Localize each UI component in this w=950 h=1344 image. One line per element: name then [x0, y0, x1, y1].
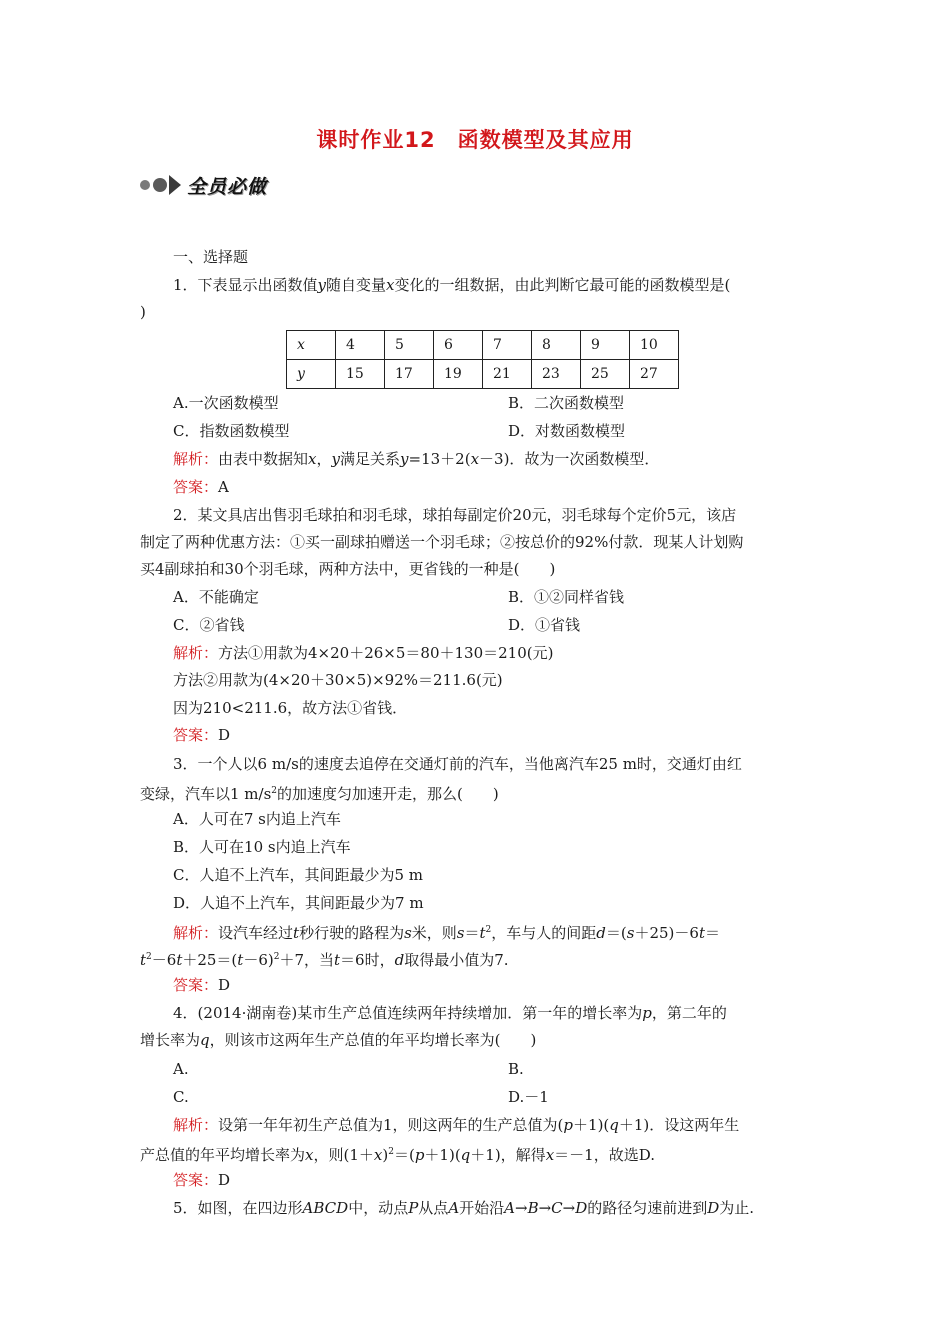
- table-cell: 7: [483, 331, 532, 360]
- section-banner: [140, 172, 267, 198]
- section-heading: 一、选择题: [173, 248, 249, 266]
- table-cell: 10: [630, 331, 679, 360]
- q3-analysis-line2: $t^2-6t+25=(t-6)^2+7$，当t＝6时，d取得最小值为7.: [140, 951, 509, 969]
- q2-option-c: C．②省钱: [173, 616, 245, 634]
- table-cell: 17: [385, 360, 434, 389]
- q4-analysis-line2: 产总值的年平均增长率为x，则$(1+x)^2=(p+1)(q+1)$，解得x＝－1，故选D.: [140, 1146, 655, 1164]
- q1-data-table: [286, 330, 679, 389]
- table-cell: 5: [385, 331, 434, 360]
- q4-option-b: B.: [508, 1060, 524, 1078]
- q3-option-b: B．人可在10 s内追上汽车: [173, 838, 351, 856]
- q1-option-c: C．指数函数模型: [173, 422, 290, 440]
- q1-analysis: 解析：由表中数据知x，y满足关系y=13＋2(x－3)．故为一次函数模型．: [173, 450, 660, 468]
- q1-option-b: B．二次函数模型: [508, 394, 625, 412]
- table-cell: 15: [336, 360, 385, 389]
- page-title: 课时作业12 函数模型及其应用: [316, 128, 634, 152]
- table-cell: 25: [581, 360, 630, 389]
- table-row: [287, 360, 679, 389]
- q3-option-c: C．人追不上汽车，其间距最少为5 m: [173, 866, 424, 884]
- banner-text: 全员必做: [187, 175, 268, 198]
- q2-analysis-line3: 因为210<211.6，故方法①省钱．: [173, 699, 408, 717]
- q3-stem-line1: 3．一个人以6 m/s的速度去追停在交通灯前的汽车，当他离汽车25 m时，交通灯由红: [173, 755, 742, 773]
- q3-stem-line2: 变绿，汽车以1 $m/s^2$的加速度匀加速开走，那么( ): [140, 785, 499, 803]
- q3-option-d: D．人追不上汽车，其间距最少为7 m: [173, 894, 424, 912]
- q1-stem-close: ): [140, 303, 146, 321]
- bullet-dot-icon: [153, 178, 167, 192]
- q3-answer: 答案：D: [173, 976, 231, 994]
- table-cell: 21: [483, 360, 532, 389]
- table-cell: 9: [581, 331, 630, 360]
- q1-option-d: D．对数函数模型: [508, 422, 626, 440]
- q2-stem-line1: 2．某文具店出售羽毛球拍和羽毛球，球拍每副定价20元，羽毛球每个定价5元，该店: [173, 506, 737, 524]
- table-cell: x: [287, 331, 336, 360]
- q2-analysis-line2: 方法②用款为(4×20＋30×5)×92%＝211.6(元): [173, 671, 503, 689]
- q2-option-b: B．①②同样省钱: [508, 588, 625, 606]
- q4-stem-line2: 增长率为q，则该市这两年生产总值的年平均增长率为( ): [140, 1031, 537, 1049]
- table-cell: y: [287, 360, 336, 389]
- q2-stem-line3: 买4副球拍和30个羽毛球，两种方法中，更省钱的一种是( ): [140, 560, 556, 578]
- q2-answer: 答案：D: [173, 726, 231, 744]
- q2-option-a: A．不能确定: [173, 588, 259, 606]
- q5-stem-line1: 5．如图，在四边形ABCD中，动点P从点A开始沿A→B→C→D的路径匀速前进到D为止.: [173, 1199, 755, 1217]
- q4-stem-line1: 4．(2014·湖南卷)某市生产总值连续两年持续增加．第一年的增长率为p，第二年的: [173, 1004, 727, 1022]
- q4-option-d: D.－1: [508, 1088, 549, 1106]
- q4-analysis-line1: 解析：设第一年年初生产总值为1，则这两年的生产总值为(p＋1)(q＋1)．设这两年生: [173, 1116, 740, 1134]
- q1-option-a: A.一次函数模型: [173, 394, 279, 412]
- q1-answer: 答案：A: [173, 478, 229, 496]
- q2-analysis-line1: 解析：方法①用款为4×20＋26×5＝80＋130＝210(元): [173, 644, 554, 662]
- q4-option-a: A.: [173, 1060, 189, 1078]
- table-cell: 23: [532, 360, 581, 389]
- table-cell: 19: [434, 360, 483, 389]
- arrow-icon: [169, 175, 181, 195]
- bullet-dot-icon: [140, 180, 150, 190]
- q2-stem-line2: 制定了两种优惠方法：①买一副球拍赠送一个羽毛球；②按总价的92%付款．现某人计划购: [140, 533, 744, 551]
- q4-answer: 答案：D: [173, 1171, 231, 1189]
- table-cell: 8: [532, 331, 581, 360]
- table-cell: 4: [336, 331, 385, 360]
- q3-option-a: A．人可在7 s内追上汽车: [173, 810, 341, 828]
- q3-analysis-line1: 解析：设汽车经过t秒行驶的路程为s米，则$s=t^2$，车与人的间距d＝(s＋25)－6t＝: [173, 924, 720, 942]
- table-cell: 6: [434, 331, 483, 360]
- q1-stem: 1．下表显示出函数值y随自变量x变化的一组数据，由此判断它最可能的函数模型是(: [173, 276, 731, 294]
- q2-option-d: D．①省钱: [508, 616, 581, 634]
- q4-option-c: C.: [173, 1088, 189, 1106]
- table-row: [287, 331, 679, 360]
- table-cell: 27: [630, 360, 679, 389]
